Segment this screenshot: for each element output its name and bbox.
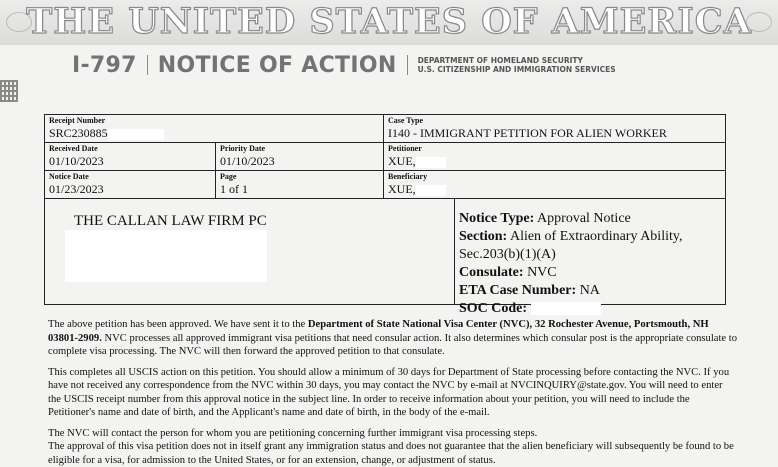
notice-type-value: Approval Notice — [537, 211, 631, 226]
section-code: Sec.203(b)(1)(A) — [459, 246, 682, 264]
beneficiary-value: XUE, — [388, 182, 416, 196]
redaction — [108, 129, 164, 140]
form-header — [72, 50, 616, 80]
receipt-number-cell: Receipt Number SRC230885 — [45, 115, 384, 142]
addressee-block — [45, 199, 455, 304]
approval-paragraph: The above petition has been approved. We have sent it to the Department of State National Visa Center (NVC), 32 Rochester Avenue, Portsmouth, NH 03801-2909. NVC processes all approved immigrant visa petitions that need consular action. It also determines which consular post is the appropriate consulate to complete visa processing. The NVC will then forward the approved petition to that consulate. — [48, 318, 738, 359]
notice-title: NOTICE OF ACTION — [158, 53, 397, 78]
case-type-cell: Case Type I140 - IMMIGRANT PETITION FOR ALIEN WORKER — [384, 115, 725, 142]
receipt-number-value: SRC230885 — [49, 126, 108, 140]
case-type-value: I140 - IMMIGRANT PETITION FOR ALIEN WORKER — [388, 126, 721, 140]
redaction — [531, 302, 601, 315]
section-value: Alien of Extraordinary Ability, — [510, 229, 683, 244]
priority-date-cell: Priority Date 01/10/2023 — [216, 143, 384, 170]
banner-title: THE UNITED STATES OF AMERICA — [0, 1, 778, 42]
table-row — [45, 171, 725, 199]
beneficiary-cell: Beneficiary XUE, — [384, 171, 725, 198]
received-date-cell: Received Date 01/10/2023 — [45, 143, 216, 170]
law-firm-name: THE CALLAN LAW FIRM PC — [74, 213, 267, 230]
title-divider — [407, 55, 408, 75]
notice-date-value: 01/23/2023 — [49, 182, 211, 196]
redaction — [416, 185, 446, 196]
table-row — [45, 143, 725, 171]
case-details-table — [44, 114, 726, 305]
eta-case-number-value: NA — [580, 283, 600, 298]
notice-date-cell: Notice Date 01/23/2023 — [45, 171, 216, 198]
seal-ornament-right — [746, 12, 772, 32]
received-date-value: 01/10/2023 — [49, 154, 211, 168]
status-paragraph: The NVC will contact the person for whom you are petitioning concerning further immigrant visa processing steps. The approval of this visa petition does not in itself grant any immigration status and does not guarantee that the alien beneficiary will subsequently be found to be eligible for a visa, for admission to the United States, or for an extension, change, or adjustment of status. — [48, 427, 738, 467]
petitioner-cell: Petitioner XUE, — [384, 143, 725, 170]
page-cell: Page 1 of 1 — [216, 171, 384, 198]
processing-paragraph: This completes all USCIS action on this petition. You should allow a minimum of 30 days for Department of State processing before contacting the NVC. If you have not received any correspondence from the NVC within 30 days, you may contact the NVC by e-mail at NVCINQUIRY@state.gov. You will need to enter the USCIS receipt number from this approval notice in the subject line. In order to receive information about your petition, you will need to include the Petitioner's name and date of birth, and the Applicant's name and date of birth, in the body of the e-mail. — [48, 366, 738, 420]
petitioner-value: XUE, — [388, 154, 416, 168]
banner — [0, 0, 778, 45]
page-value: 1 of 1 — [220, 182, 379, 196]
notice-summary: Notice Type: Approval Notice Section: Alien of Extraordinary Ability, Sec.203(b)(1)(A) Consulate: NVC ETA Case Number: NA SOC Code: — [455, 199, 682, 304]
redaction — [416, 157, 446, 168]
title-divider — [147, 55, 148, 75]
priority-date-value: 01/10/2023 — [220, 154, 379, 168]
form-number: I-797 — [72, 53, 137, 78]
table-row — [45, 199, 725, 304]
barcode-icon — [0, 80, 18, 102]
consulate-value: NVC — [527, 265, 557, 280]
department-name: DEPARTMENT OF HOMELAND SECURITY U.S. CITIZENSHIP AND IMMIGRATION SERVICES — [418, 56, 616, 74]
notice-body — [48, 318, 738, 467]
address-redaction — [65, 230, 267, 282]
table-row — [45, 115, 725, 143]
